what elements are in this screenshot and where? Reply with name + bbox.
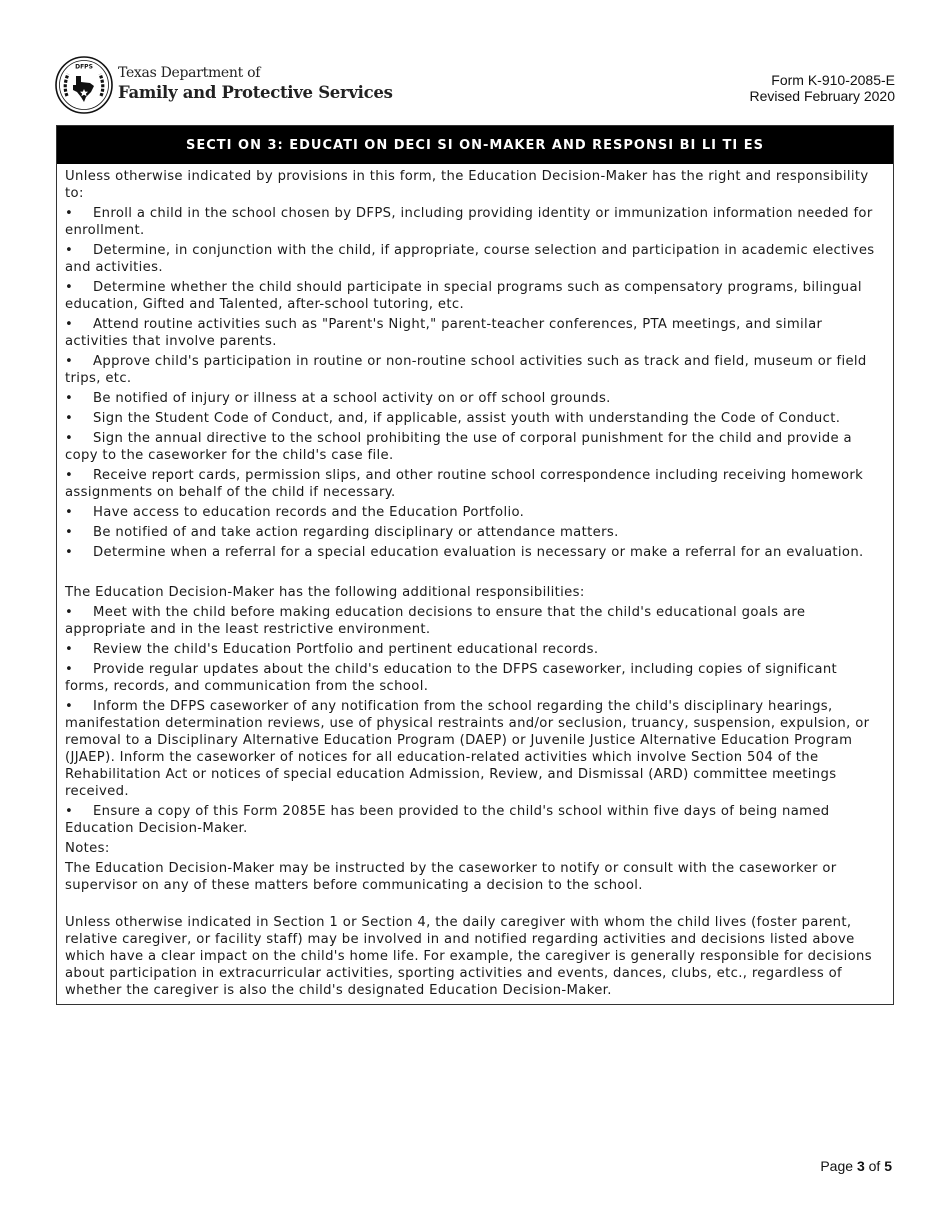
list-item-text: Receive report cards, permission slips, and other routine school correspondence including receiving homework assignments on behalf of the child if necessary. [65, 468, 864, 500]
list-item-text: Ensure a copy of this Form 2085E has been provided to the child's school within five days of being named Education Decision-Maker. [65, 804, 830, 836]
list-item-text: Inform the DFPS caseworker of any notification from the school regarding the child's disciplinary hearings, manifestation determination reviews, use of physical restraints and/or seclusion, truancy, suspension, expulsion, or removal to a Disciplinary Alternative Education Program (DAEP) or Juvenile Justice Alternative Education Program (JJAEP). Inform the caseworker of notices for all education-related activities which involve Section 504 of the Rehabilitation Act or notices of special education Admission, Review, and Dismissal (ARD) committee meetings received. [65, 699, 870, 799]
list-item-text: Sign the annual directive to the school prohibiting the use of corporal punishment for the child and provide a copy to the caseworker for the child's case file. [65, 431, 852, 463]
notes-text: The Education Decision-Maker may be instructed by the caseworker to notify or consult with the caseworker or supervisor on any of these matters before communicating a decision to the school. [65, 861, 837, 893]
form-number: Form K-910-2085-E [771, 72, 895, 88]
revision-date: Revised February 2020 [749, 88, 895, 104]
current-page: 3 [856, 1158, 865, 1174]
list-item [65, 661, 885, 695]
bullet-glyph: • [65, 699, 74, 714]
page-number: Page 3 of 5 [820, 1158, 892, 1174]
list-item [65, 641, 885, 658]
list-item [65, 698, 885, 800]
bullet-glyph: • [65, 545, 74, 560]
org-name [118, 64, 393, 103]
list-item [65, 390, 885, 407]
svg-text:DFPS: DFPS [75, 63, 93, 71]
bullet-glyph: • [65, 642, 74, 657]
list-item-text: Review the child's Education Portfolio and pertinent educational records. [93, 642, 599, 657]
bullet-glyph: • [65, 391, 74, 406]
list-item [65, 205, 885, 239]
list-item [65, 430, 885, 464]
section-title: SECTI ON 3: EDUCATI ON DECI SI ON-MAKER AND RESPONSI BI LI TI ES [57, 126, 893, 164]
bullet-glyph: • [65, 431, 74, 446]
total-pages: 5 [884, 1158, 892, 1174]
list-item [65, 279, 885, 313]
list-item [65, 353, 885, 387]
list-item [65, 242, 885, 276]
bullet-glyph: • [65, 354, 74, 369]
list-item [65, 604, 885, 638]
bullet-glyph: • [65, 505, 74, 520]
notes-label: Notes: [65, 841, 110, 856]
bullet-glyph: • [65, 804, 74, 819]
org-name-line1: Texas Department of [118, 65, 261, 81]
bullet-glyph: • [65, 605, 74, 620]
rights-list [65, 205, 885, 564]
list-item-text: Attend routine activities such as "Parent's Night," parent-teacher conferences, PTA meetings, and similar activities that involve parents. [65, 317, 823, 349]
closing-paragraph: Unless otherwise indicated in Section 1 or Section 4, the daily caregiver with whom the child lives (foster parent, relative caregiver, or facility staff) may be involved in and notified regarding activities and decisions listed above which have a clear impact on the child's home life. For example, the caregiver is generally responsible for decisions about participation in extracurricular activities, sporting activities and events, dances, clubs, etc., regardless of whether the caregiver is also the child's designated Education Decision-Maker. [65, 915, 872, 998]
list-item [65, 504, 885, 521]
list-item [65, 467, 885, 501]
bullet-glyph: • [65, 317, 74, 332]
bullet-glyph: • [65, 280, 74, 295]
list-item-text: Be notified of and take action regarding disciplinary or attendance matters. [93, 525, 619, 540]
bullet-glyph: • [65, 662, 74, 677]
list-item-text: Provide regular updates about the child's education to the DFPS caseworker, including copies of significant forms, records, and communication from the school. [65, 662, 838, 694]
org-name-line2: Family and Protective Services [118, 83, 393, 102]
list-item-text: Sign the Student Code of Conduct, and, if applicable, assist youth with understanding the Code of Conduct. [93, 411, 841, 426]
bullet-glyph: • [65, 243, 74, 258]
list-item [65, 524, 885, 541]
list-item-text: Meet with the child before making education decisions to ensure that the child's educational goals are appropriate and in the least restrictive environment. [65, 605, 806, 637]
additional-heading: The Education Decision-Maker has the following additional responsibilities: [65, 585, 585, 600]
list-item-text: Be notified of injury or illness at a school activity on or off school grounds. [93, 391, 611, 406]
list-item [65, 410, 885, 427]
list-item-text: Determine whether the child should participate in special programs such as compensatory programs, bilingual education, Gifted and Talented, after-school tutoring, etc. [65, 280, 862, 312]
list-item-text: Have access to education records and the Education Portfolio. [93, 505, 525, 520]
bullet-glyph: • [65, 206, 74, 221]
bullet-glyph: • [65, 468, 74, 483]
dfps-seal-logo [55, 56, 113, 114]
list-item [65, 544, 885, 561]
responsibilities-list [65, 604, 885, 840]
page-header [55, 52, 895, 116]
bullet-glyph: • [65, 525, 74, 540]
list-item [65, 316, 885, 350]
section-content [57, 164, 893, 999]
bullet-glyph: • [65, 411, 74, 426]
form-identifier [749, 72, 895, 104]
list-item [65, 803, 885, 837]
list-item-text: Determine, in conjunction with the child, if appropriate, course selection and participation in academic electives and activities. [65, 243, 875, 275]
list-item-text: Approve child's participation in routine or non-routine school activities such as track and field, museum or field trips, etc. [65, 354, 867, 386]
list-item-text: Enroll a child in the school chosen by DFPS, including providing identity or immunization information needed for enrollment. [65, 206, 873, 238]
list-item-text: Determine when a referral for a special education evaluation is necessary or make a referral for an evaluation. [93, 545, 864, 560]
intro-text: Unless otherwise indicated by provisions in this form, the Education Decision-Maker has the right and responsibility to: [65, 169, 869, 201]
section-3-box [56, 125, 894, 1005]
